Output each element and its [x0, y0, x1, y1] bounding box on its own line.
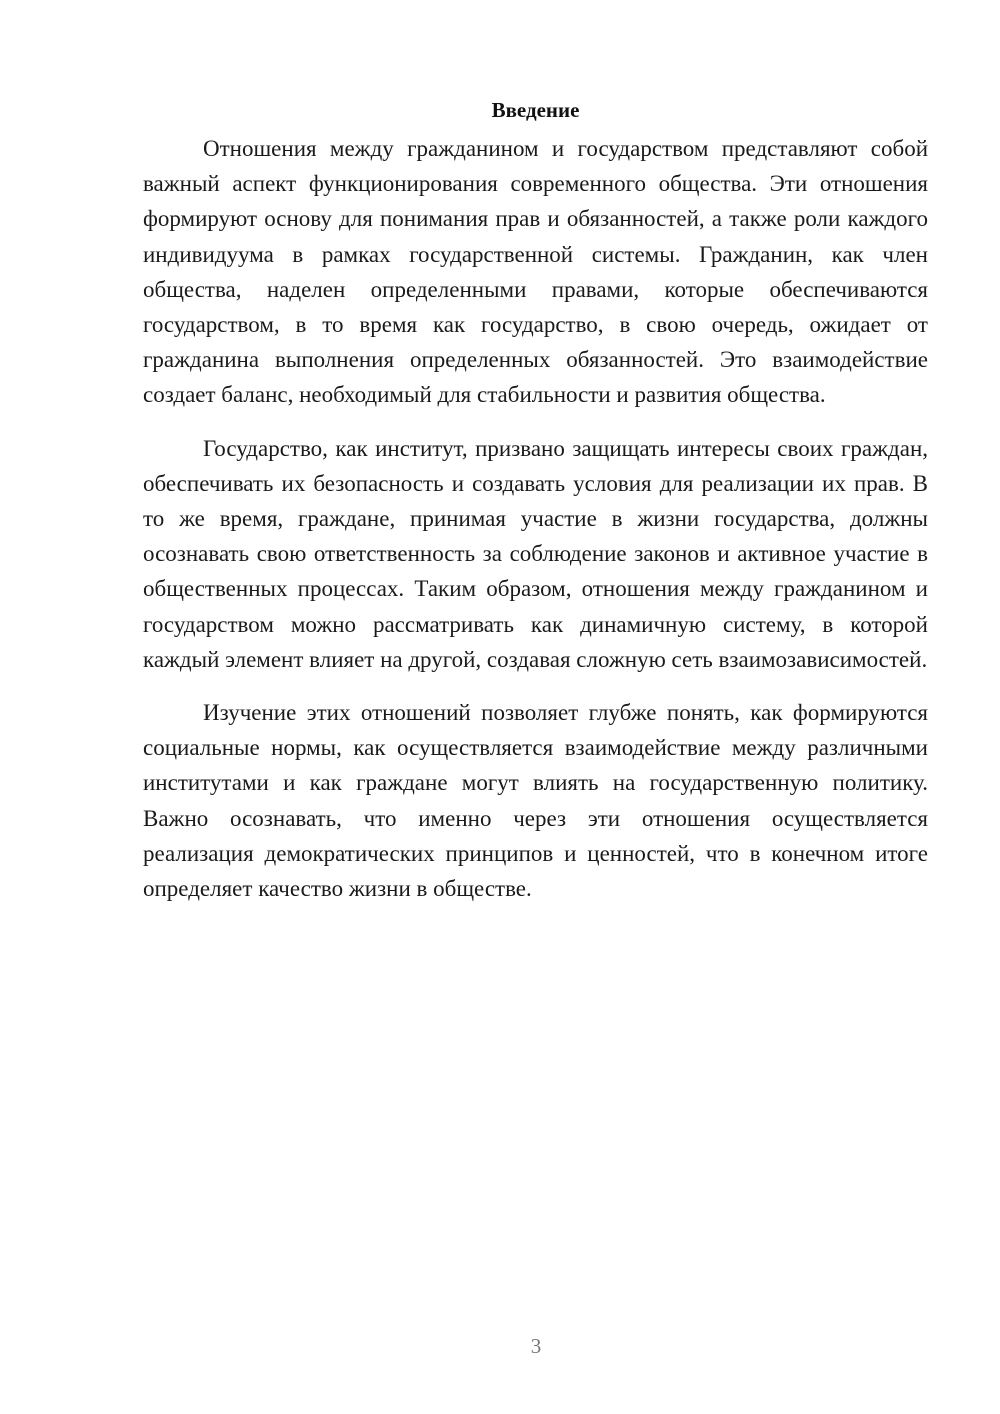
document-body	[143, 95, 928, 924]
paragraph-2: Государство, как институт, призвано защищать интересы своих граждан, обеспечивать их безопасность и создавать условия для реализации их прав. В то же время, граждане, принимая участие в жизни государства, должны осознавать свою ответственность за соблюдение законов и активное участие в общественных процессах. Таким образом, отношения между гражданином и государством можно рассматривать как динамичную систему, в которой каждый элемент влияет на другой, создавая сложную сеть взаимозависимостей.	[143, 435, 928, 672]
section-title: Введение	[491, 98, 580, 122]
paragraph-3: Изучение этих отношений позволяет глубже понять, как формируются социальные нормы, как осуществляется взаимодействие между различными институтами и как граждане могут влиять на государственную политику. Важно осознавать, что именно через эти отношения осуществляется реализация демократических принципов и ценностей, что в конечном итоге определяет качество жизни в обществе.	[143, 700, 928, 902]
paragraph-1: Отношения между гражданином и государством представляют собой важный аспект функционирования современного общества. Эти отношения формируют основу для понимания прав и обязанностей, а также роли каждого индивидуума в рамках государственной системы. Гражданин, как член общества, наделен определенными правами, которые обеспечиваются государством, в то время как государство, в свою очередь, ожидает от гражданина выполнения определенных обязанностей. Это взаимодействие создает баланс, необходимый для стабильности и развития общества.	[143, 136, 928, 408]
page-number: 3	[530, 1334, 542, 1358]
